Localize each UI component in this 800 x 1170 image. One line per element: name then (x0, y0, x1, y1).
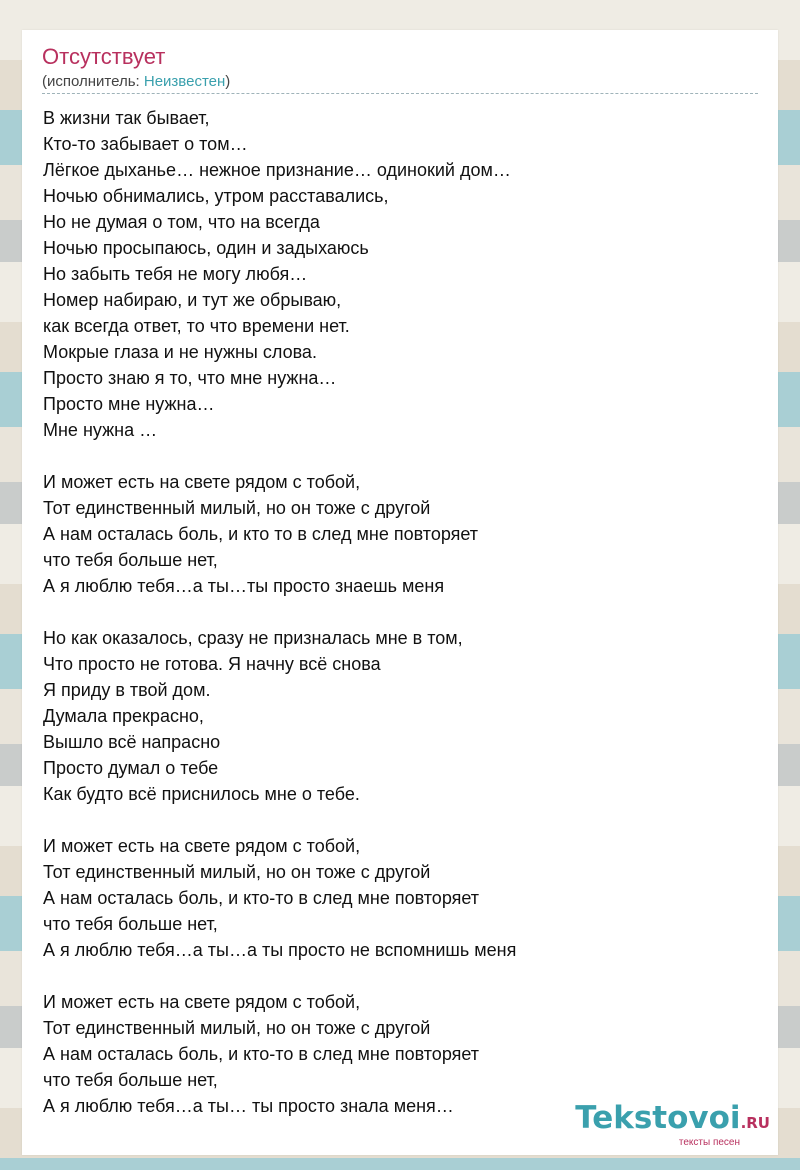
lyric-line: Лёгкое дыханье… нежное признание… одинокий дом… (43, 160, 511, 180)
logo-tld: .RU (740, 1114, 770, 1132)
lyric-line: Тот единственный милый, но он тоже с другой (43, 498, 431, 518)
lyric-line: Ночью просыпаюсь, один и задыхаюсь (43, 238, 369, 258)
lyric-line: Мокрые глаза и не нужны слова. (43, 342, 317, 362)
lyric-line: И может есть на свете рядом с тобой, (43, 836, 361, 856)
stanza-gap (43, 807, 758, 833)
lyric-line: Просто думал о тебе (43, 758, 219, 778)
lyric-line: Номер набираю, и тут же обрываю, (43, 290, 342, 310)
lyric-line: что тебя больше нет, (43, 1070, 218, 1090)
lyric-line: Но не думая о том, что на всегда (43, 212, 320, 232)
lyric-line: Тот единственный милый, но он тоже с другой (43, 862, 431, 882)
lyric-line: что тебя больше нет, (43, 914, 218, 934)
lyrics-card (22, 30, 778, 1155)
lyric-line: А нам осталась боль, и кто то в след мне повторяет (43, 524, 479, 544)
lyric-line: Просто знаю я то, что мне нужна… (43, 368, 337, 388)
logo-subtitle: тексты песен (678, 1137, 740, 1148)
lyric-line: А нам осталась боль, и кто-то в след мне повторяет (43, 888, 480, 908)
lyric-line: А нам осталась боль, и кто-то в след мне повторяет (43, 1044, 480, 1064)
logo-wordmark (575, 1102, 770, 1139)
lyric-line: что тебя больше нет, (43, 550, 218, 570)
lyric-line: В жизни так бывает, (43, 108, 210, 128)
lyric-line: Но как оказалось, сразу не призналась мне в том, (43, 628, 463, 648)
artist-link[interactable]: Неизвестен (143, 73, 226, 90)
artist-suffix: ) (225, 73, 231, 90)
stanza-gap (43, 963, 758, 989)
lyric-line: А я люблю тебя…а ты…ты просто знаешь меня (43, 576, 445, 596)
song-title: Отсутствует (42, 44, 166, 69)
lyric-line: Мне нужна … (43, 420, 158, 440)
lyric-line: как всегда ответ, то что времени нет. (43, 316, 350, 336)
lyric-line: Тот единственный милый, но он тоже с другой (43, 1018, 431, 1038)
lyric-line: Ночью обнимались, утром расставались, (43, 186, 389, 206)
lyric-line: Но забыть тебя не могу любя… (43, 264, 308, 284)
lyrics-body (43, 105, 758, 1119)
lyric-line: Как будто всё приснилось мне о тебе. (43, 784, 360, 804)
lyric-line: Кто-то забывает о том… (43, 134, 248, 154)
lyric-line: Я приду в твой дом. (43, 680, 211, 700)
lyric-line: И может есть на свете рядом с тобой, (43, 992, 361, 1012)
lyric-line: Что просто не готова. Я начну всё снова (43, 654, 381, 674)
lyric-line: И может есть на свете рядом с тобой, (43, 472, 361, 492)
site-logo[interactable] (575, 1102, 770, 1148)
logo-main-text: Tekstovoi (575, 1100, 741, 1136)
lyric-line: Просто мне нужна… (43, 394, 215, 414)
lyric-line: А я люблю тебя…а ты… ты просто знала меня… (43, 1096, 454, 1116)
lyric-line: Думала прекрасно, (43, 706, 204, 726)
artist-prefix: (исполнитель: (42, 73, 144, 90)
stanza-gap (43, 599, 758, 625)
divider (42, 93, 758, 94)
stanza-gap (43, 443, 758, 469)
artist-line (42, 73, 230, 91)
lyric-line: Вышло всё напрасно (43, 732, 221, 752)
lyric-line: А я люблю тебя…а ты…а ты просто не вспомнишь меня (43, 940, 517, 960)
